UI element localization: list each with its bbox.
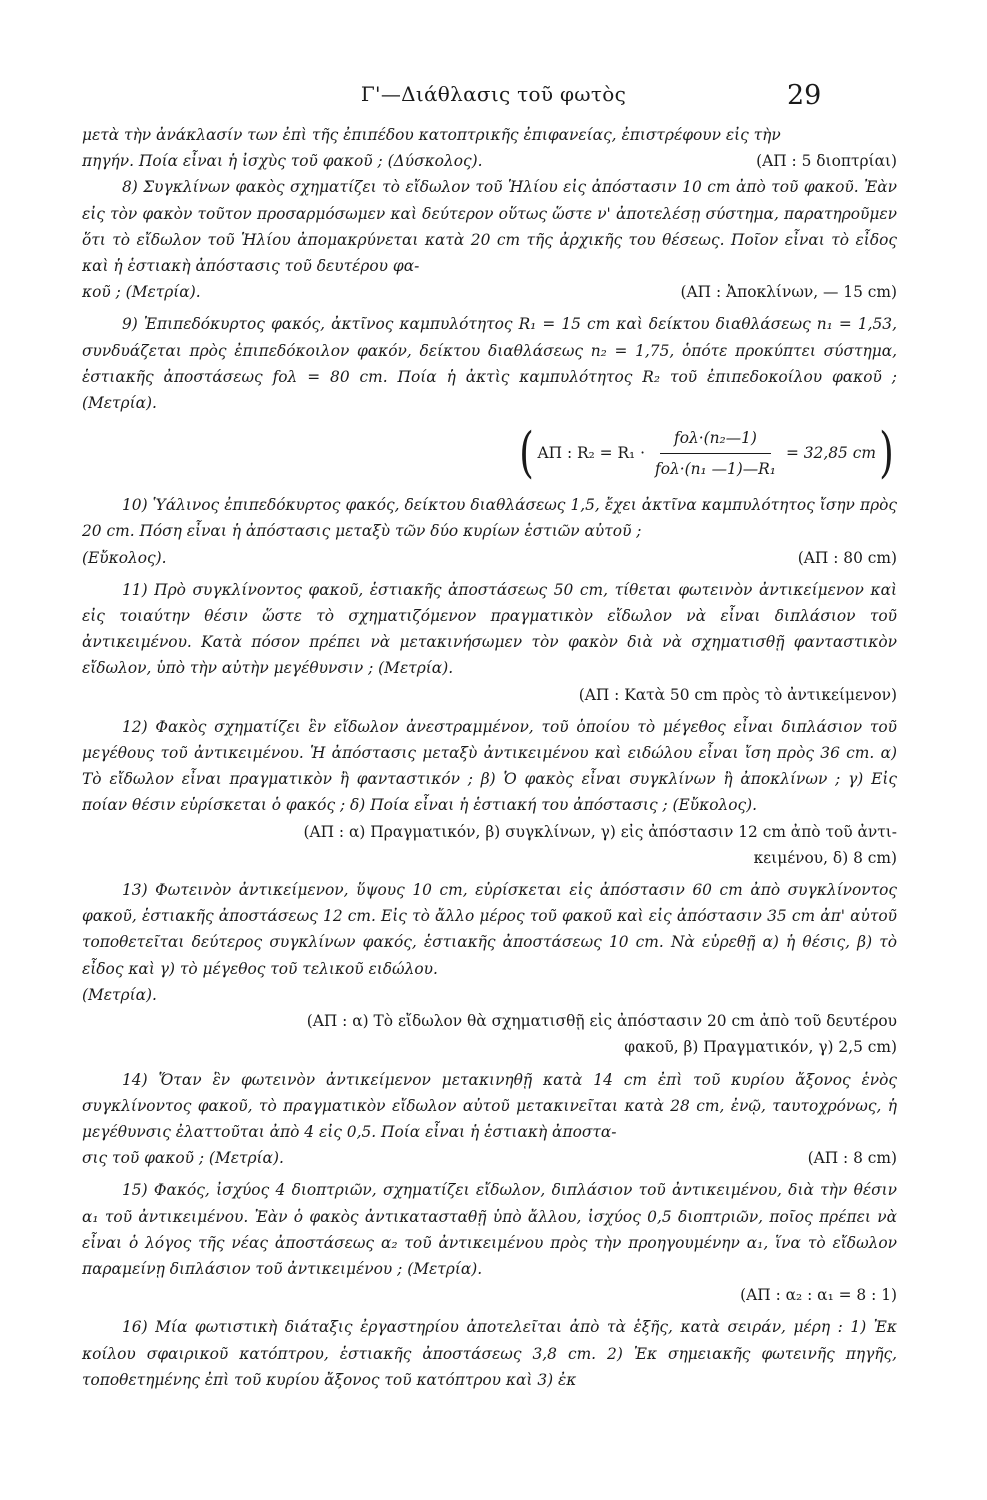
answer: (ΑΠ : 5 διοπτρίαι) bbox=[756, 152, 897, 171]
answer: (ΑΠ : Ἀποκλίνων, — 15 cm) bbox=[680, 283, 897, 302]
answer: (ΑΠ : Κατὰ 50 cm πρὸς τὸ ἀντικείμενον) bbox=[578, 685, 897, 704]
answer: (ΑΠ : 80 cm) bbox=[797, 548, 897, 567]
formula-lhs: ΑΠ : R₂ = R₁ · bbox=[537, 444, 646, 463]
problem-10: 10) Ὑάλινος ἐπιπεδόκυρτος φακός, δείκτου διαθλάσεως 1,5, ἔχει ἀκτῖνα καμπυλότητος ἴσην πρὸς 20 cm. Πόση εἶναι ἡ ἀπόστασις μεταξὺ τῶν δύο κυρίων ἑστιῶν αὐτοῦ ; bbox=[82, 496, 897, 541]
problem-13: 13) Φωτεινὸν ἀντικείμενον, ὕψους 10 cm, εὑρίσκεται εἰς ἀπόστασιν 60 cm ἀπὸ συγκλίνοντος φακοῦ, ἑστιακῆς ἀποστάσεως 12 cm. Εἰς τὸ ἄλλο μέρος τοῦ φακοῦ καὶ εἰς ἀπόστασιν 35 cm ἀπ' αὐτοῦ τοποθετεῖται δεύτερος συγκλίνων φακός, ἑστιακῆς ἀποστάσεως 10 cm. Νὰ εὑρεθῇ α) ἡ θέσις, β) τὸ εἶδος καὶ γ) τὸ μέγεθος τοῦ τελικοῦ ειδώλου. bbox=[82, 881, 897, 978]
paragraph-text: σις τοῦ φακοῦ ; (Μετρία). bbox=[82, 1149, 284, 1168]
problem-15: 15) Φακός, ἰσχύος 4 διοπτριῶν, σχηματίζει εἴδωλον, διπλάσιον τοῦ ἀντικειμένου, διὰ τὴν θέσιν α₁ τοῦ ἀντικειμένου. Ἐὰν ὁ φακὸς ἀντικατασταθῇ ὑπὸ ἄλλου, ἰσχύος 0,5 διοπτριῶν, ποῖος πρέπει νὰ εἶναι ὁ λόγος τῆς νέας ἀποστάσεως α₂ τοῦ ἀντικειμένου πρὸς τὴν προηγουμένην α₁, ἵνα τὸ εἴδωλον παραμείνῃ διπλάσιον τοῦ ἀντικειμένου ; (Μετρία). bbox=[82, 1181, 897, 1278]
paragraph-text: πηγήν. Ποία εἶναι ἡ ἰσχὺς τοῦ φακοῦ ; (Δύσκολος). bbox=[82, 152, 483, 171]
answer: (ΑΠ : α₂ : α₁ = 8 : 1) bbox=[740, 1286, 897, 1305]
answer-line-2: κειμένου, δ) 8 cm) bbox=[753, 848, 897, 867]
right-paren: ) bbox=[879, 421, 894, 485]
answer-formula bbox=[82, 422, 897, 484]
page-number: 29 bbox=[787, 80, 822, 111]
page-body bbox=[82, 122, 897, 1393]
paragraph-continuation: μετὰ τὴν ἀνάκλασίν των ἐπὶ τῆς ἐπιπέδου κατοπτρικῆς ἐπιφανείας, ἐπιστρέφουν εἰς τὴν bbox=[82, 126, 781, 144]
running-head: Γ'—Διάθλασις τοῦ φωτὸς bbox=[360, 82, 627, 106]
problem-8: 8) Συγκλίνων φακὸς σχηματίζει τὸ εἴδωλον τοῦ Ἡλίου εἰς ἀπόστασιν 10 cm ἀπὸ τοῦ φακοῦ. Ἐὰν εἰς τὸν φακὸν τοῦτον προσαρμόσωμεν καὶ δεύτερον οὕτως ὥστε ν' ἀποτελέσῃ σύστημα, παρατηροῦμεν ὅτι τὸ εἴδωλον τοῦ Ἡλίου ἀπομακρύνεται κατὰ 20 cm τῆς ἀρχικῆς του θέσεως. Ποῖον εἶναι τὸ εἶδος καὶ ἡ ἑστιακὴ ἀπόστασις τοῦ δευτέρου φα- bbox=[82, 178, 897, 276]
problem-9: 9) Ἐπιπεδόκυρτος φακός, ἀκτῖνος καμπυλότητος R₁ = 15 cm καὶ δείκτου διαθλάσεως n₁ = 1,53, συνδυάζεται πρὸς ἐπιπεδόκοιλον φακόν, δείκτου διαθλάσεως n₂ = 1,75, ὁπότε προκύπτει σύστημα, ἑστιακῆς ἀποστάσεως fολ = 80 cm. Ποία ἡ ἀκτὶς καμπυλότητος R₂ τοῦ ἐπιπεδοκοίλου φακοῦ ; (Μετρία). bbox=[82, 315, 897, 413]
problem-16: 16) Μία φωτιστικὴ διάταξις ἐργαστηρίου ἀποτελεῖται ἀπὸ τὰ ἑξῆς, κατὰ σειράν, μέρη : 1) Ἐκ κοίλου σφαιρικοῦ κατόπτρου, ἑστιακῆς ἀποστάσεως 3,8 cm. 2) Ἐκ σημειακῆς φωτεινῆς πηγῆς, τοποθετημένης ἐπὶ τοῦ κυρίου ἄξονος τοῦ κατόπτρου καὶ 3) ἐκ bbox=[82, 1318, 897, 1389]
paragraph-continuation-last bbox=[82, 148, 897, 174]
answer-line-2: φακοῦ, β) Πραγματικόν, γ) 2,5 cm) bbox=[624, 1038, 897, 1057]
fraction-denominator: fολ·(n₁ —1)—R₁ bbox=[655, 459, 776, 478]
problem-10-last bbox=[82, 545, 897, 571]
problem-13-last: (Μετρία). bbox=[82, 985, 157, 1004]
problem-14: 14) Ὅταν ἓν φωτεινὸν ἀντικείμενον μετακινηθῇ κατὰ 14 cm ἐπὶ τοῦ κυρίου ἄξονος ἑνὸς συγκλίνοντος φακοῦ, τὸ πραγματικὸν εἴδωλον αὐτοῦ μετακινεῖται κατὰ 28 cm, ἐνῷ, ταυτοχρόνως, ἡ μεγέθυνσις ἐλαττοῦται ἀπὸ 4 εἰς 0,5. Ποία εἶναι ἡ ἑστιακὴ ἀποστα- bbox=[82, 1070, 897, 1141]
problem-14-last bbox=[82, 1145, 897, 1171]
formula-result: = 32,85 cm bbox=[785, 444, 876, 463]
fraction bbox=[655, 425, 776, 482]
answer: (ΑΠ : 8 cm) bbox=[807, 1149, 897, 1168]
answer-line-1: (ΑΠ : α) Τὸ εἴδωλον θὰ σχηματισθῇ εἰς ἀπόστασιν 20 cm ἀπὸ τοῦ δευτέρου bbox=[306, 1012, 897, 1031]
fraction-numerator: fολ·(n₂—1) bbox=[660, 425, 771, 454]
problem-11: 11) Πρὸ συγκλίνοντος φακοῦ, ἑστιακῆς ἀποστάσεως 50 cm, τίθεται φωτεινὸν ἀντικείμενον καὶ εἰς τοιαύτην θέσιν ὥστε τὸ σχηματιζόμενον πραγματικὸν εἴδωλον νὰ εἶναι διπλάσιον τοῦ ἀντικειμένου. Κατὰ πόσον πρέπει νὰ μετακινήσωμεν τὸν φακὸν διὰ νὰ σχηματισθῇ φανταστικὸν εἴδωλον, ὑπὸ τὴν αὐτὴν μεγέθυνσιν ; (Μετρία). bbox=[82, 580, 897, 678]
problem-8-last bbox=[82, 279, 897, 305]
paragraph-text: (Εὔκολος). bbox=[82, 548, 167, 567]
left-paren: ( bbox=[519, 421, 535, 485]
answer-line-1: (ΑΠ : α) Πραγματικόν, β) συγκλίνων, γ) εἰς ἀπόστασιν 12 cm ἀπὸ τοῦ ἀντι- bbox=[303, 822, 897, 841]
paragraph-text: κοῦ ; (Μετρία). bbox=[82, 283, 201, 302]
problem-12: 12) Φακὸς σχηματίζει ἓν εἴδωλον ἀνεστραμμένον, τοῦ ὁποίου τὸ μέγεθος εἶναι διπλάσιον τοῦ μεγέθους τοῦ ἀντικειμένου. Ἡ ἀπόστασις μεταξὺ ἀντικειμένου καὶ ειδώλου εἶναι ἴση πρὸς 36 cm. α) Τὸ εἴδωλον εἶναι πραγματικὸν ἢ φανταστικόν ; β) Ὁ φακὸς εἶναι συγκλίνων ἢ ἀποκλίνων ; γ) Εἰς ποίαν θέσιν εὑρίσκεται ὁ φακός ; δ) Ποία εἶναι ἡ ἑστιακή του ἀπόστασις ; (Εὔκολος). bbox=[82, 717, 897, 815]
